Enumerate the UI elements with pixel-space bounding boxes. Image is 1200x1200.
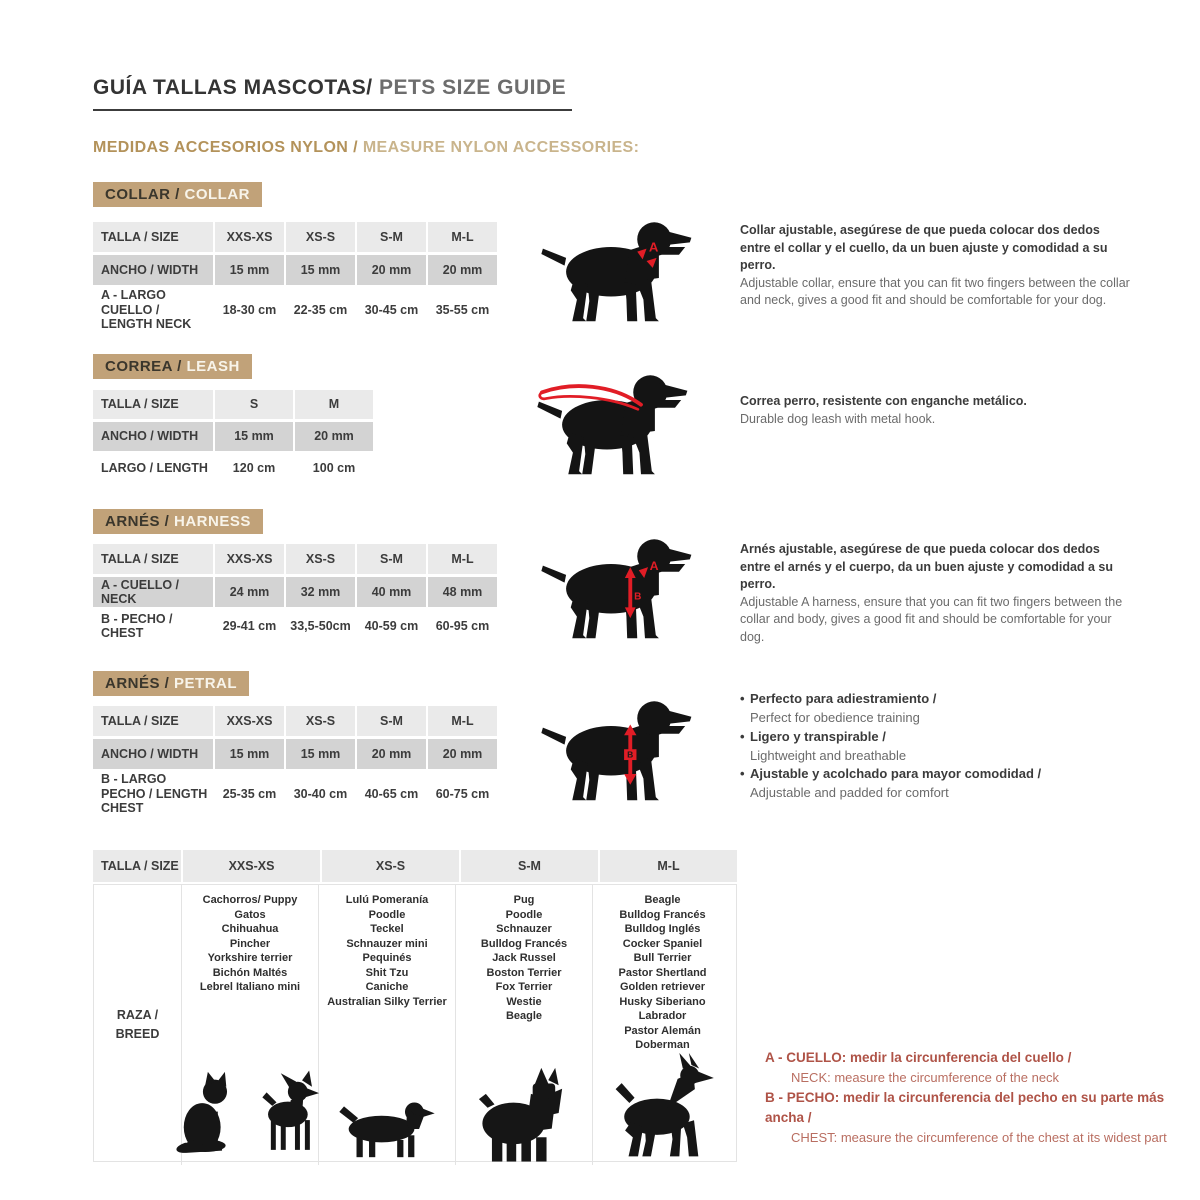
harness-chest-label: B - PECHO / CHEST (93, 610, 213, 642)
collar-neck-value: 30-45 cm (357, 288, 426, 332)
collar-width-label: ANCHO / WIDTH (93, 255, 213, 285)
harness-section-badge (93, 509, 263, 534)
breed-cell-m-l (593, 885, 732, 1165)
breed-item: Gatos (234, 908, 266, 921)
breed-item: Bulldog Inglés (624, 923, 701, 935)
breed-list-m-l (618, 893, 706, 1053)
collar-header-s-m: S-M (357, 222, 426, 252)
harness-badge-es: ARNÉS / (105, 513, 170, 530)
collar-section-badge (93, 182, 262, 207)
chihuahua-silhouette (251, 1061, 329, 1165)
breed-item: Doberman (635, 1039, 690, 1051)
collar-badge-es: COLLAR / (105, 186, 180, 203)
harness-description (740, 541, 1130, 646)
harness-dog-illustration (535, 530, 707, 646)
schnauzer-silhouette (472, 1061, 576, 1165)
breed-item: Husky Siberiano (619, 995, 706, 1008)
petral-bullet-en: Lightweight and breathable (750, 747, 907, 763)
petral-badge-en: PETRAL (174, 675, 238, 692)
petral-bullet-en: Perfect for obedience training (750, 709, 920, 725)
breed-item: Golden retriever (620, 981, 705, 993)
page-subtitle-es: MEDIDAS ACCESORIOS NYLON / (93, 139, 358, 156)
cat-silhouette (171, 1061, 249, 1165)
petral-bullet-es: • Perfecto para adiestramiento / (740, 690, 1140, 709)
breed-item: Pug (513, 894, 535, 906)
collar-desc-en: Adjustable collar, ensure that you can fit two fingers between the collar and neck, gives a good fit and should be comfortable for your dog. (740, 275, 1130, 307)
breed-header-s-m: S-M (461, 850, 598, 882)
collar-dog-illustration (535, 213, 707, 329)
petral-chest-label: B - LARGO PECHO / LENGTH CHEST (93, 772, 213, 816)
doberman-silhouette (607, 1053, 719, 1165)
harness-desc-es: Arnés ajustable, asegúrese de que pueda colocar dos dedos entre el arnés y el cuerpo, da un buen ajuste y comodidad a su perro. (740, 542, 1114, 591)
page-title-en: PETS SIZE GUIDE (378, 76, 567, 99)
breed-item: Poodle (368, 908, 406, 921)
harness-marker-a-label: A (649, 559, 659, 574)
collar-width-value: 15 mm (215, 255, 284, 285)
breed-item: Bulldog Francés (619, 908, 706, 921)
collar-neck-value: 22-35 cm (286, 288, 355, 332)
harness-neck-label: A - CUELLO / NECK (93, 577, 213, 607)
leash-length-label: LARGO / LENGTH (93, 454, 213, 483)
petral-bullet-es: • Ligero y transpirable / (740, 728, 1140, 747)
collar-badge-en: COLLAR (184, 186, 250, 203)
harness-header-xxs-xs: XXS-XS (215, 544, 284, 574)
breed-item: Pequinés (362, 952, 412, 964)
collar-desc-es: Collar ajustable, asegúrese de que pueda colocar dos dedos entre el collar y el cuello, da un buen ajuste y comodidad a su perro. (740, 223, 1108, 272)
breed-list-s-m (481, 893, 567, 1024)
petral-header-size: TALLA / SIZE (93, 706, 213, 736)
breed-header-m-l: M-L (600, 850, 737, 882)
leash-desc-en: Durable dog leash with metal hook. (740, 411, 936, 426)
harness-table (93, 544, 497, 642)
petral-features (740, 690, 1140, 803)
harness-neck-value: 40 mm (357, 577, 426, 607)
leash-header-s: S (215, 390, 293, 419)
breed-item: Pincher (229, 937, 271, 950)
harness-chest-value: 60-95 cm (428, 610, 497, 642)
breed-table-header (93, 850, 737, 882)
leash-width-value: 20 mm (295, 422, 373, 451)
petral-bullet-en: Adjustable and padded for comfort (750, 785, 949, 801)
breed-item: Bull Terrier (633, 952, 692, 964)
note-chest-en: CHEST: measure the circumference of the chest at its widest part (791, 1130, 1167, 1146)
breed-item: Caniche (365, 981, 409, 993)
collar-neck-value: 35-55 cm (428, 288, 497, 332)
breed-header-size: TALLA / SIZE (93, 850, 181, 882)
breed-row-label: RAZA / BREED (94, 885, 182, 1165)
breed-item: Jack Russel (492, 952, 556, 964)
petral-dog-illustration (535, 692, 707, 808)
breed-cell-xxs-xs (182, 885, 319, 1165)
note-neck-en: NECK: measure the circumference of the neck (791, 1070, 1060, 1086)
breed-item: Pastor Alemán (624, 1024, 701, 1037)
breed-list-xs-s (327, 893, 447, 1009)
collar-header-m-l: M-L (428, 222, 497, 252)
harness-desc-en: Adjustable A harness, ensure that you can fit two fingers between the collar and body, gives a good fit and should be comfortable for your dog. (740, 594, 1123, 644)
leash-table (93, 390, 373, 483)
petral-width-value: 20 mm (428, 739, 497, 769)
note-chest-es: B - PECHO: medir la circunferencia del pecho en su parte más ancha / (765, 1089, 1165, 1125)
dachshund-silhouette (328, 1079, 446, 1165)
breed-item: Pastor Shertland (618, 966, 707, 979)
petral-header-xxs-xs: XXS-XS (215, 706, 284, 736)
breed-item: Lulú Pomeranía (345, 894, 429, 906)
breed-item: Cocker Spaniel (622, 937, 703, 950)
page-subtitle-en: MEASURE NYLON ACCESSORIES: (362, 139, 640, 156)
petral-width-value: 15 mm (215, 739, 284, 769)
page-title-es: GUÍA TALLAS MASCOTAS/ (93, 76, 373, 99)
collar-neck-label: A - LARGO CUELLO / LENGTH NECK (93, 288, 213, 332)
petral-width-value: 15 mm (286, 739, 355, 769)
breed-item: Shit Tzu (365, 966, 409, 979)
breed-list-xxs-xs (200, 893, 300, 995)
leash-length-value: 120 cm (215, 454, 293, 483)
collar-description (740, 222, 1130, 310)
leash-dog-illustration (525, 366, 709, 482)
breed-item: Bichón Maltés (212, 966, 288, 979)
petral-chest-value: 30-40 cm (286, 772, 355, 816)
petral-header-m-l: M-L (428, 706, 497, 736)
collar-width-value: 15 mm (286, 255, 355, 285)
leash-desc-es: Correa perro, resistente con enganche metálico. (740, 394, 1027, 408)
breed-cell-s-m (456, 885, 593, 1165)
harness-chest-value: 33,5-50cm (286, 610, 355, 642)
petral-header-xs-s: XS-S (286, 706, 355, 736)
breed-item: Fox Terrier (495, 981, 553, 993)
page-title (93, 76, 572, 111)
collar-width-value: 20 mm (357, 255, 426, 285)
breed-header-xxs-xs: XXS-XS (183, 850, 320, 882)
breed-item: Bulldog Francés (480, 937, 568, 950)
breed-item: Labrador (638, 1010, 687, 1022)
harness-header-m-l: M-L (428, 544, 497, 574)
harness-neck-value: 48 mm (428, 577, 497, 607)
harness-chest-value: 40-59 cm (357, 610, 426, 642)
harness-neck-value: 32 mm (286, 577, 355, 607)
petral-width-label: ANCHO / WIDTH (93, 739, 213, 769)
harness-chest-value: 29-41 cm (215, 610, 284, 642)
page-subtitle (93, 139, 639, 157)
breed-item: Yorkshire terrier (207, 952, 293, 964)
leash-badge-en: LEASH (186, 358, 240, 375)
breed-item: Boston Terrier (486, 966, 562, 979)
leash-badge-es: CORREA / (105, 358, 182, 375)
leash-header-m: M (295, 390, 373, 419)
harness-neck-value: 24 mm (215, 577, 284, 607)
breed-cell-xs-s (319, 885, 456, 1165)
breed-item: Chihuahua (221, 923, 279, 935)
breed-item: Schnauzer mini (346, 937, 428, 950)
leash-description (740, 393, 1130, 428)
collar-header-size: TALLA / SIZE (93, 222, 213, 252)
breed-item: Poodle (505, 908, 543, 921)
harness-marker-b-label: B (634, 591, 642, 603)
harness-header-s-m: S-M (357, 544, 426, 574)
breed-item: Schnauzer (496, 923, 552, 935)
breed-item: Cachorros/ Puppy (202, 894, 298, 906)
petral-bullet-es: • Ajustable y acolchado para mayor comodidad / (740, 765, 1140, 784)
note-neck-es: A - CUELLO: medir la circunferencia del cuello / (765, 1050, 1072, 1065)
leash-section-badge (93, 354, 252, 379)
petral-width-value: 20 mm (357, 739, 426, 769)
harness-header-size: TALLA / SIZE (93, 544, 213, 574)
petral-section-badge (93, 671, 249, 696)
collar-width-value: 20 mm (428, 255, 497, 285)
petral-header-s-m: S-M (357, 706, 426, 736)
harness-badge-en: HARNESS (174, 513, 251, 530)
harness-header-xs-s: XS-S (286, 544, 355, 574)
leash-header-size: TALLA / SIZE (93, 390, 213, 419)
breed-item: Lebrel Italiano mini (199, 981, 301, 993)
petral-marker-b-label: B (627, 749, 634, 760)
breed-item: Westie (506, 995, 542, 1008)
leash-width-value: 15 mm (215, 422, 293, 451)
breed-table-body (93, 884, 737, 1162)
breed-header-xs-s: XS-S (322, 850, 459, 882)
collar-header-xs-s: XS-S (286, 222, 355, 252)
collar-marker-a-label: A (648, 239, 659, 255)
breed-item: Australian Silky Terrier (327, 995, 447, 1008)
leash-length-value: 100 cm (295, 454, 373, 483)
petral-table (93, 706, 497, 816)
collar-header-xxs-xs: XXS-XS (215, 222, 284, 252)
breed-item: Beagle (644, 894, 681, 906)
collar-table (93, 222, 497, 332)
breed-item: Teckel (370, 923, 404, 935)
petral-chest-value: 60-75 cm (428, 772, 497, 816)
breed-item: Beagle (505, 1010, 543, 1022)
petral-chest-value: 40-65 cm (357, 772, 426, 816)
collar-neck-value: 18-30 cm (215, 288, 284, 332)
petral-badge-es: ARNÉS / (105, 675, 170, 692)
petral-marker (624, 724, 636, 784)
petral-chest-value: 25-35 cm (215, 772, 284, 816)
leash-width-label: ANCHO / WIDTH (93, 422, 213, 451)
measuring-notes (765, 1048, 1185, 1148)
